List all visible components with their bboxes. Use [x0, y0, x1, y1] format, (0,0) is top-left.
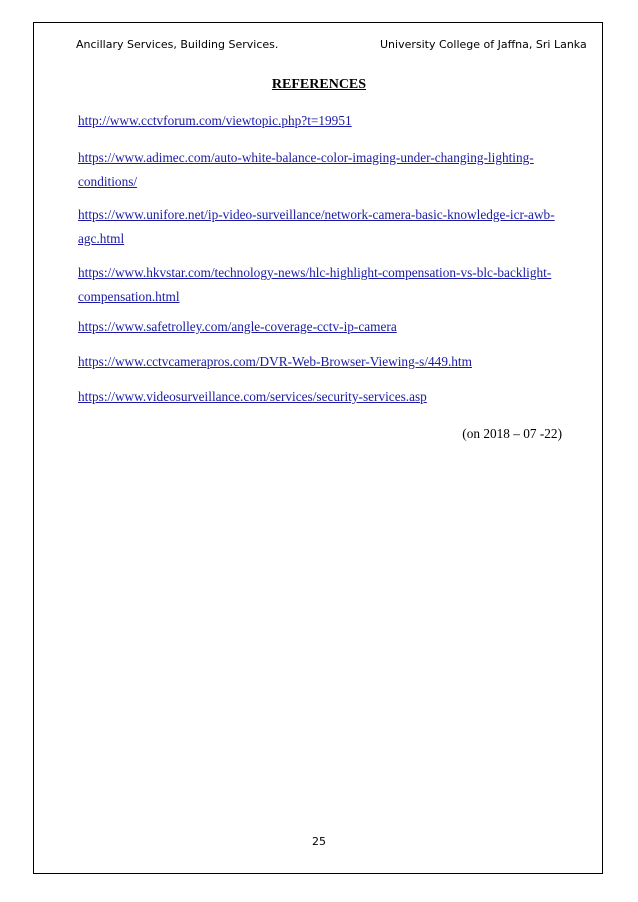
reference-link-4-line-1: https://www.hkvstar.com/technology-news/hlc-highlight-compensation-vs-blc-backlight-: [78, 265, 552, 280]
reference-link-7-line-1: https://www.videosurveillance.com/services/security-services.asp: [78, 389, 427, 404]
page-number: 25: [312, 835, 326, 848]
reference-link-5[interactable]: [78, 315, 560, 339]
reference-link-3[interactable]: [78, 203, 560, 251]
reference-link-2-line-2: conditions/: [78, 174, 138, 189]
reference-link-4-line-2: compensation.html: [78, 289, 180, 304]
reference-link-3-line-1: https://www.unifore.net/ip-video-surveillance/network-camera-basic-knowledge-icr-awb-: [78, 207, 555, 222]
reference-link-1[interactable]: [78, 109, 560, 133]
page-title: REFERENCES: [271, 77, 367, 92]
reference-link-5-line-1: https://www.safetrolley.com/angle-coverage-cctv-ip-camera: [78, 319, 397, 334]
header-right-text: University College of Jaffna, Sri Lanka: [380, 38, 587, 51]
reference-link-3-line-2: agc.html: [78, 231, 125, 246]
reference-link-2-line-1: https://www.adimec.com/auto-white-balance-color-imaging-under-changing-lighting-: [78, 150, 534, 165]
reference-link-2[interactable]: [78, 146, 560, 194]
reference-link-6-line-1: https://www.cctvcamerapros.com/DVR-Web-Browser-Viewing-s/449.htm: [78, 354, 472, 369]
reference-link-1-line-1: http://www.cctvforum.com/viewtopic.php?t=19951: [78, 113, 352, 128]
reference-link-4[interactable]: [78, 261, 560, 309]
header-left-text: Ancillary Services, Building Services.: [76, 38, 279, 51]
reference-link-7[interactable]: [78, 385, 560, 409]
access-date: (on 2018 – 07 -22): [462, 426, 562, 441]
reference-link-6[interactable]: [78, 350, 560, 374]
